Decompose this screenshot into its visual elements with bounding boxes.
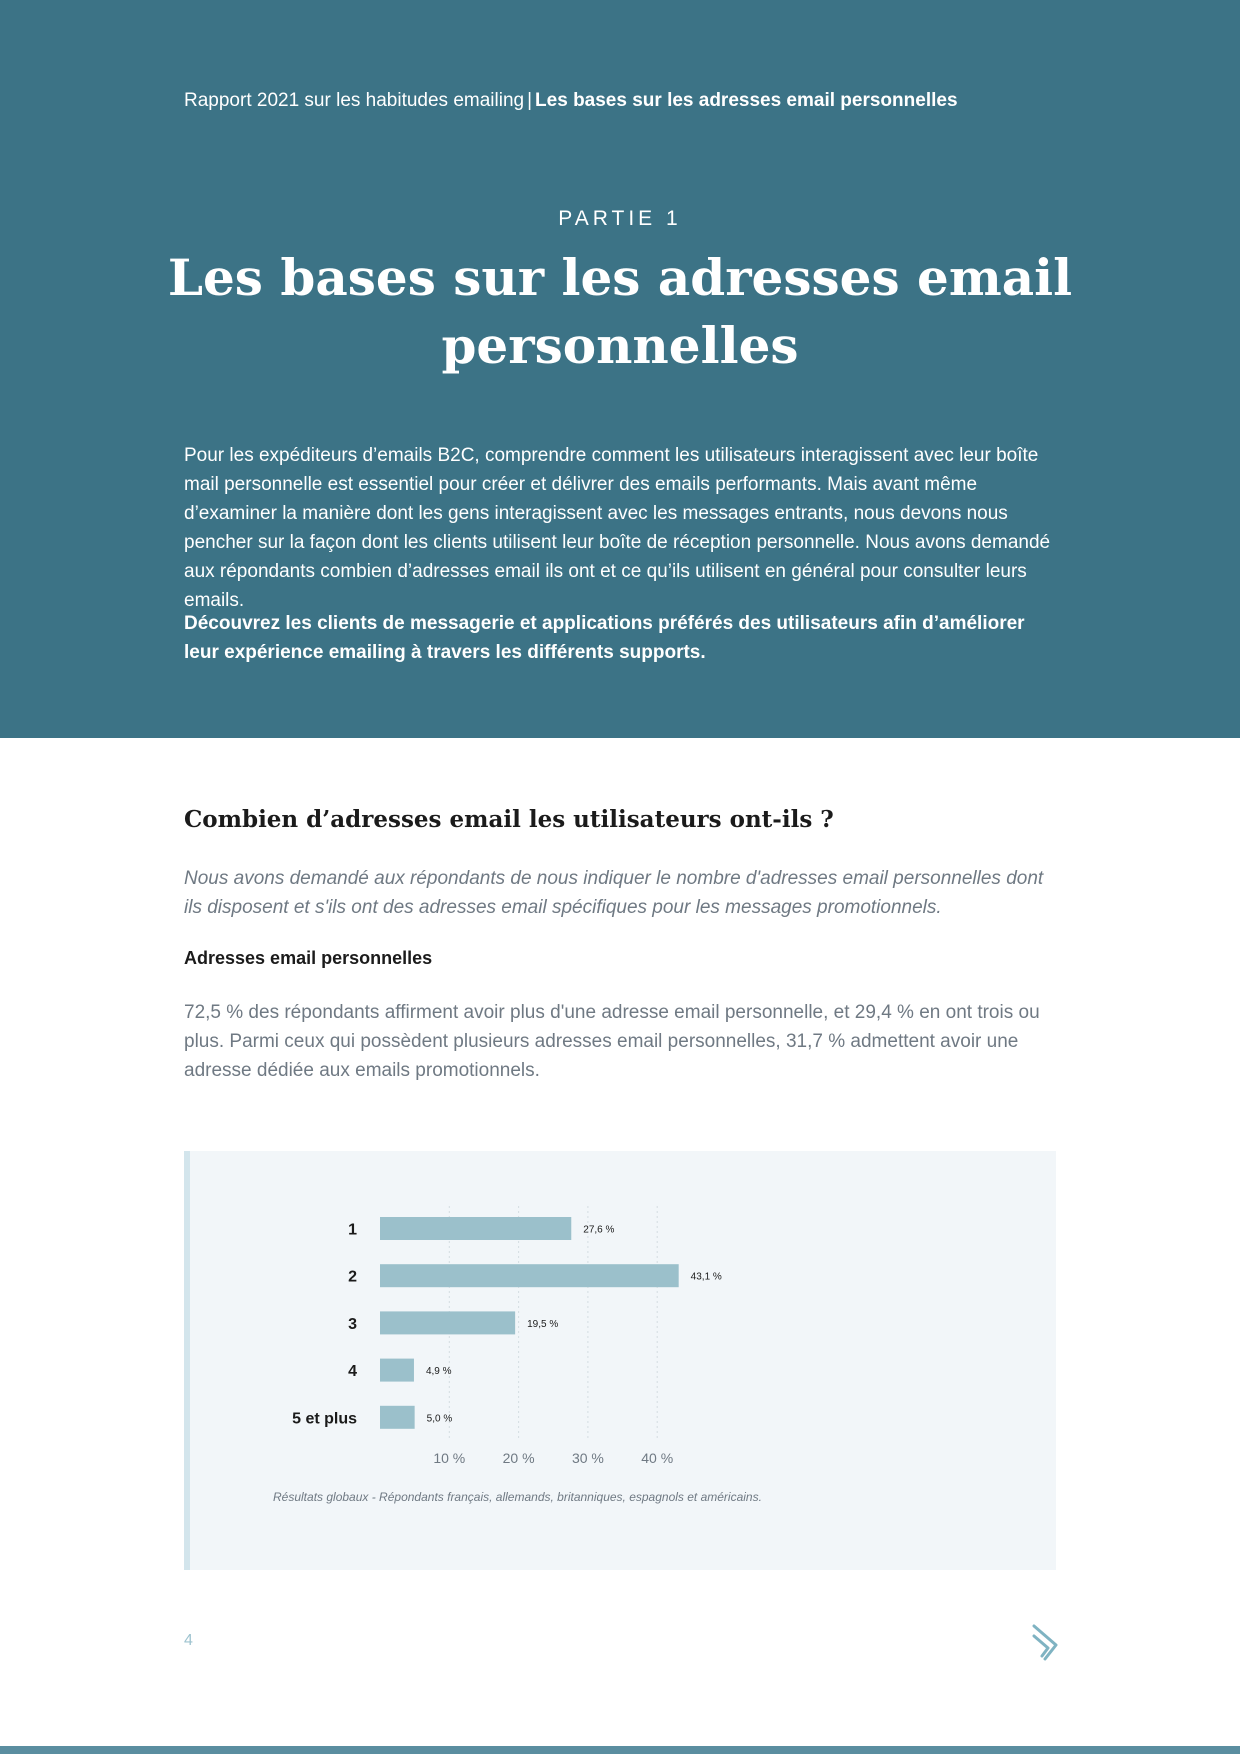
value-label: 43,1 %	[690, 1271, 722, 1283]
x-tick-label: 30 %	[571, 1450, 604, 1466]
bar	[380, 1217, 571, 1240]
page-title: Les bases sur les adresses email personnelles	[167, 248, 1073, 375]
value-label: 4,9 %	[425, 1366, 452, 1378]
stats-paragraph: 72,5 % des répondants affirment avoir plus d'une adresse email personnelle, et 29,4 % en ont trois ou plus. Parmi ceux qui possèdent plusieurs adresses email personnelles, 31,7 % admettent avoir une adresse dédiée aux emails promotionnels.	[184, 1002, 1040, 1081]
category-label: 2	[348, 1268, 357, 1286]
breadcrumb	[184, 90, 958, 112]
bottom-accent-bar	[0, 1746, 1240, 1754]
intro-highlight: Découvrez les clients de messagerie et applications préférés des utilisateurs afin d’améliorer leur expérience emailing à travers les différents supports.	[184, 613, 1025, 663]
subheading-personal-addresses: Adresses email personnelles	[184, 948, 433, 968]
chart-panel	[184, 1151, 1056, 1570]
page-number: 4	[184, 1632, 193, 1649]
bar	[380, 1311, 515, 1334]
chart-caption: Résultats globaux - Répondants français, allemands, britanniques, espagnols et américains.	[273, 1490, 762, 1504]
section-title: Combien d’adresses email les utilisateurs ont-ils ?	[184, 806, 834, 833]
value-label: 5,0 %	[426, 1413, 453, 1425]
breadcrumb-section-title: Les bases sur les adresses email personnelles	[535, 90, 958, 111]
category-label: 4	[348, 1363, 357, 1381]
bar	[380, 1406, 415, 1429]
category-label: 5 et plus	[292, 1410, 357, 1428]
section-intro: Nous avons demandé aux répondants de nous indiquer le nombre d'adresses email personnelles dont ils disposent et s'ils ont des adresses email spécifiques pour les messages promotionnels.	[184, 868, 1044, 918]
x-tick-label: 40 %	[641, 1450, 674, 1466]
bar	[380, 1359, 414, 1382]
category-label: 1	[348, 1221, 357, 1239]
breadcrumb-separator: |	[527, 90, 533, 111]
value-label: 27,6 %	[583, 1224, 615, 1236]
category-label: 3	[348, 1315, 357, 1333]
intro-paragraph: Pour les expéditeurs d’emails B2C, comprendre comment les utilisateurs interagissent avec leur boîte mail personnelle est essentiel pour créer et délivrer des emails performants. Mais avant même d’examiner la manière dont les gens interagissent avec les messages entrants, nous devons nous pencher sur la façon dont les clients utilisent leur boîte de réception personnelle. Nous avons demandé aux répondants combien d’adresses email ils ont et ce qu’ils utilisent en général pour consulter leurs emails.	[184, 445, 1051, 611]
x-tick-label: 10 %	[433, 1450, 466, 1466]
value-label: 19,5 %	[527, 1318, 559, 1330]
hero-banner	[0, 0, 1240, 738]
bar	[380, 1264, 679, 1287]
x-tick-label: 20 %	[502, 1450, 535, 1466]
mailjet-arrow-logo-icon	[1030, 1624, 1060, 1662]
breadcrumb-report-title: Rapport 2021 sur les habitudes emailing	[184, 90, 525, 111]
part-label: PARTIE 1	[558, 207, 682, 230]
bar-chart	[190, 1151, 1056, 1570]
